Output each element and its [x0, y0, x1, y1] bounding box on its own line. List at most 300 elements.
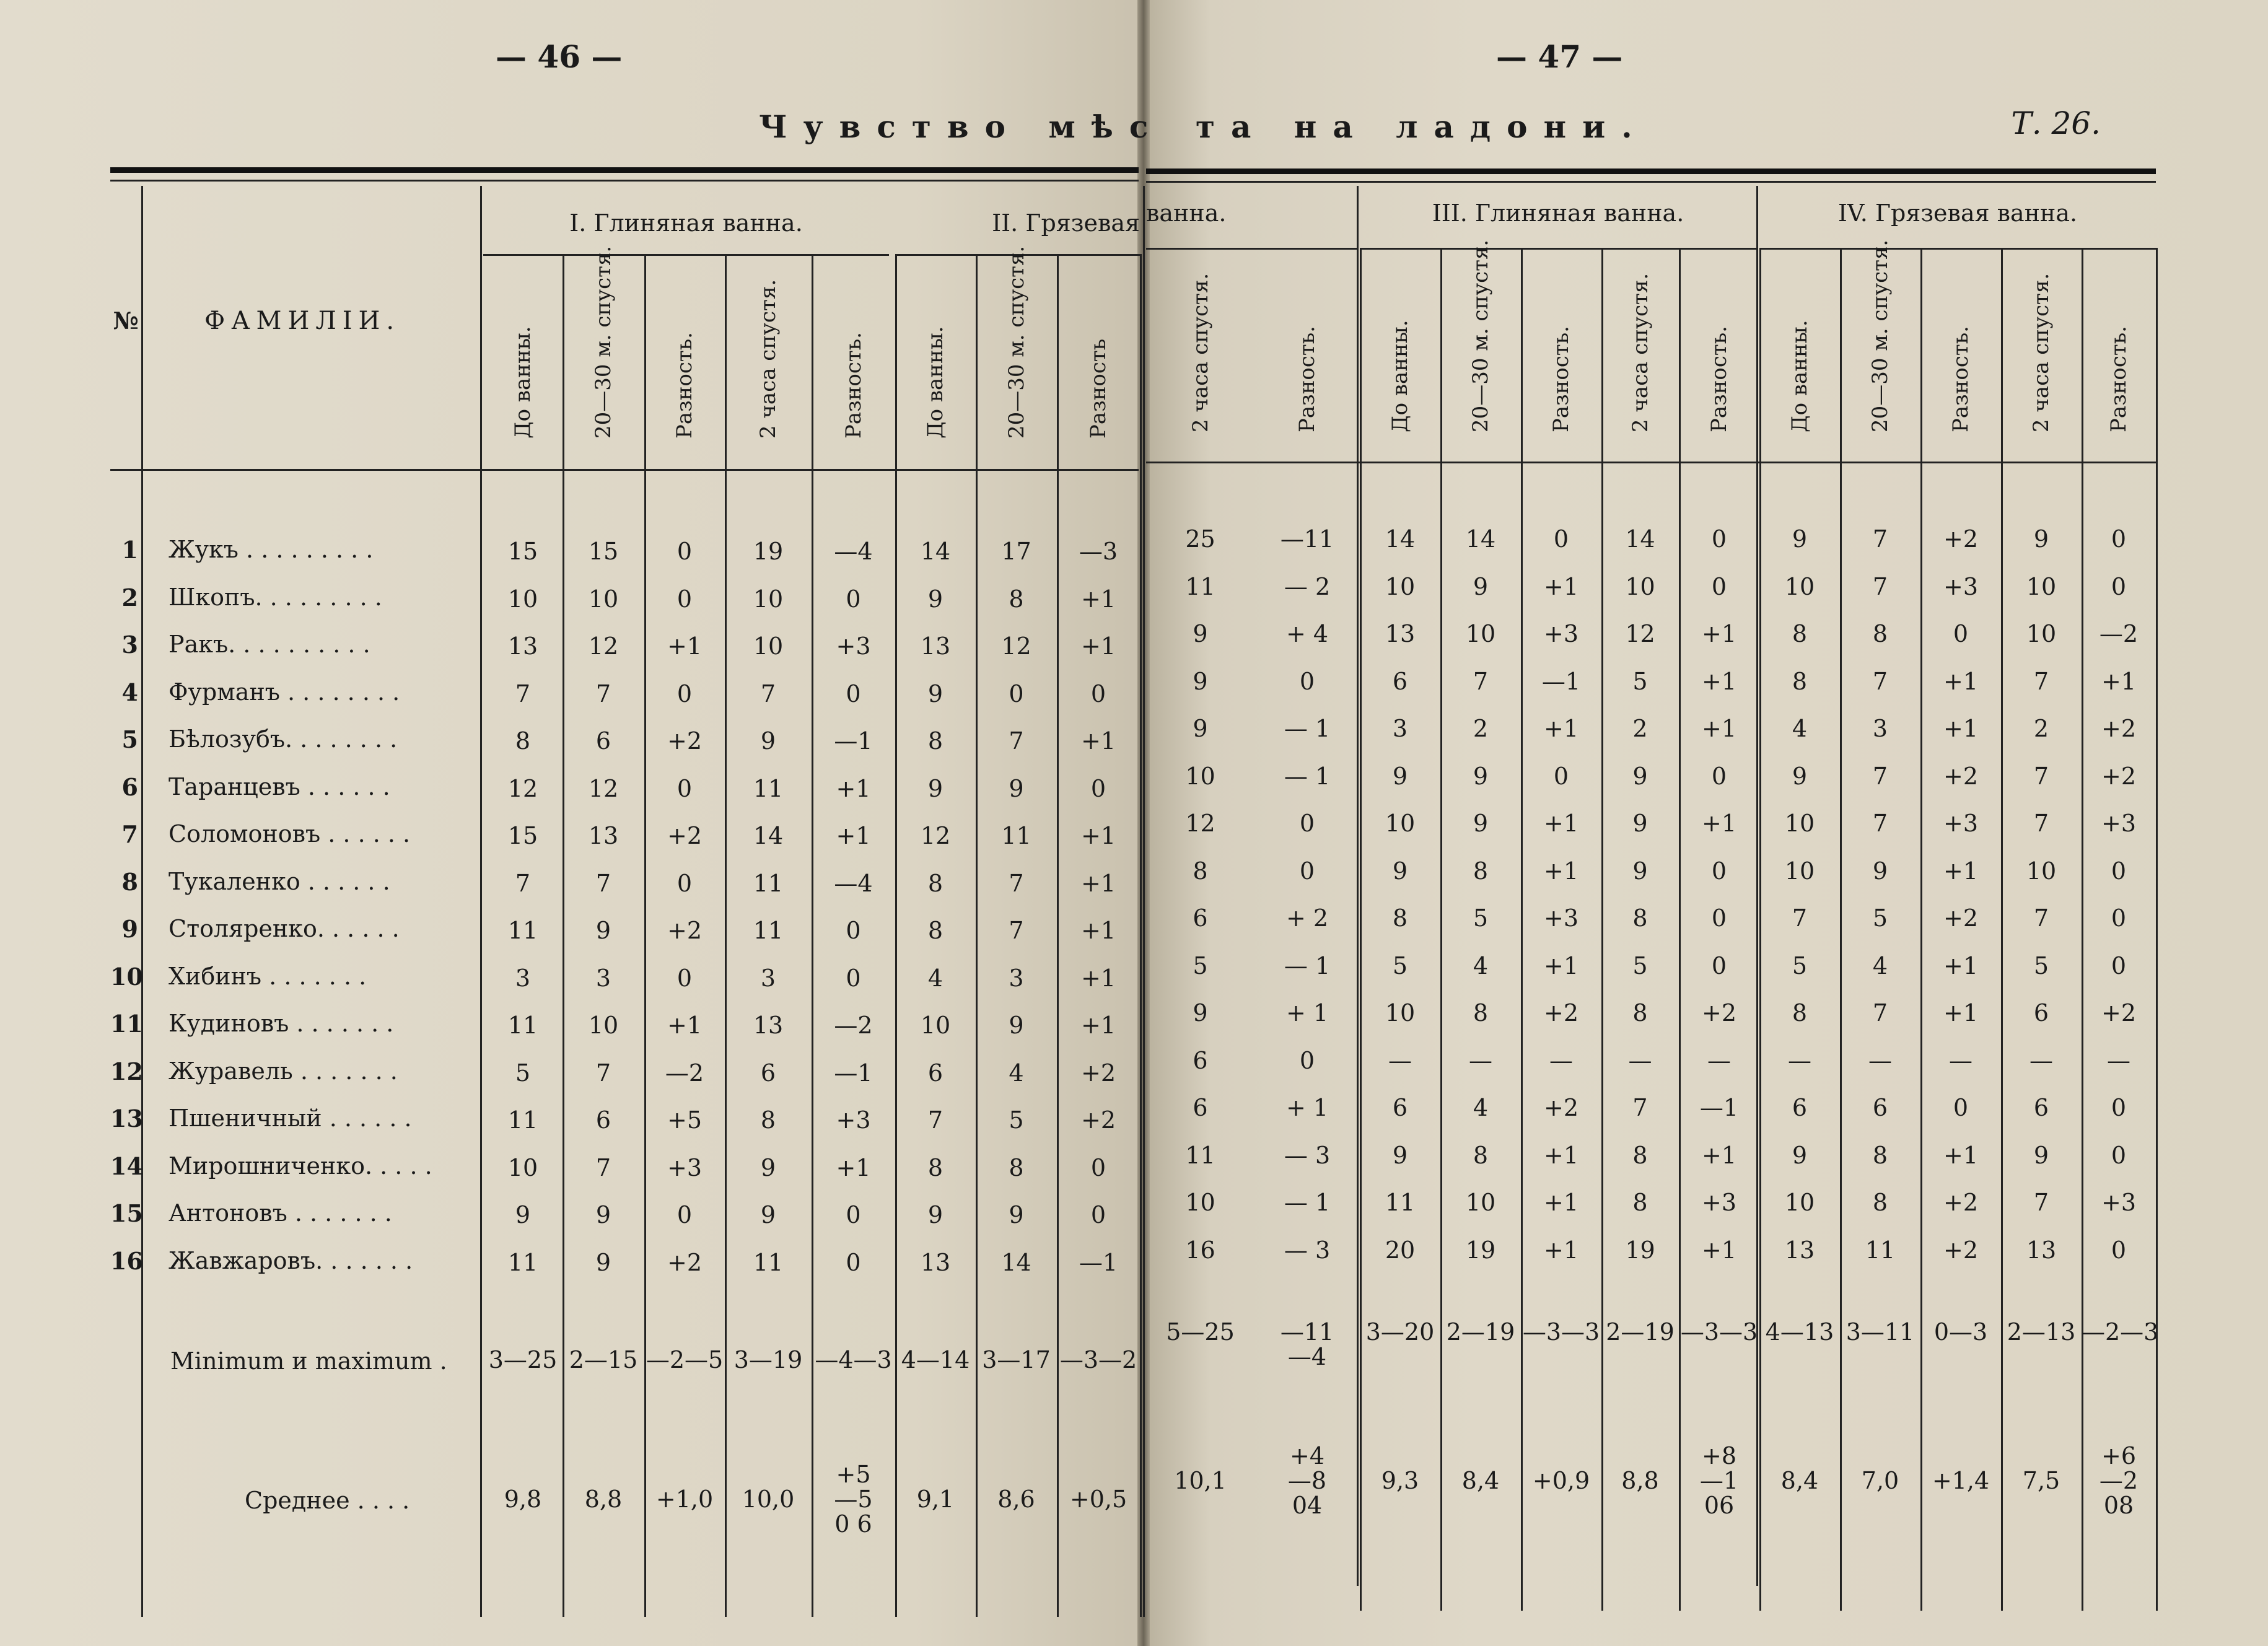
value-cell: +2: [1543, 999, 1579, 1027]
surname-cell: Журавель . . . . . . .: [169, 1057, 398, 1085]
value-cell: 11: [753, 917, 784, 944]
column-header-label: До ванны.: [1787, 320, 1812, 432]
row-number: 5: [121, 725, 138, 753]
value-cell: 0: [1553, 525, 1569, 553]
value-cell: +1: [1701, 620, 1737, 647]
value-cell: 13: [753, 1012, 784, 1039]
value-cell: 9: [1009, 1201, 1024, 1228]
value-cell: 17: [1001, 538, 1031, 565]
minmax-cell: 2—13: [2007, 1318, 2076, 1346]
value-cell: 6: [2033, 1094, 2049, 1121]
value-cell: — 1: [1284, 1189, 1331, 1216]
value-cell: 14: [1385, 525, 1416, 553]
value-cell: 14: [753, 822, 784, 849]
value-cell: 5: [1193, 952, 1208, 979]
value-cell: +3: [1943, 810, 1979, 837]
column-header: [1080, 259, 1117, 463]
value-cell: 9: [927, 774, 944, 802]
surname-cell: Хибинъ . . . . . . .: [169, 962, 367, 990]
value-cell: 0: [676, 538, 693, 565]
value-cell: —: [1388, 1046, 1412, 1074]
column-header: [1701, 253, 1738, 457]
minmax-cell: 2—19: [1606, 1318, 1675, 1346]
value-cell: 8: [1632, 999, 1648, 1027]
value-cell: 9: [760, 1201, 776, 1228]
value-cell: 9: [1193, 715, 1208, 742]
value-cell: +1: [1543, 1236, 1579, 1264]
average-cell: +4 —8 04: [1287, 1442, 1327, 1519]
left-page-number: — 46 —: [496, 38, 623, 75]
value-cell: 10: [588, 1012, 619, 1039]
col-rule: [1140, 254, 1142, 1617]
minmax-cell: —4—3: [815, 1346, 892, 1373]
value-cell: 7: [595, 1059, 611, 1087]
value-cell: 10: [2026, 572, 2057, 600]
value-cell: 0: [676, 585, 693, 613]
minmax-cell: 2—19: [1446, 1318, 1515, 1346]
minmax-cell: —3—3: [1522, 1318, 1600, 1346]
value-cell: — 2: [1284, 572, 1331, 600]
value-cell: +2: [667, 917, 703, 944]
value-cell: 8: [1392, 904, 1408, 932]
value-cell: +1: [1543, 810, 1579, 837]
value-cell: +3: [667, 1154, 703, 1181]
value-cell: 7: [760, 680, 776, 707]
value-cell: +2: [1701, 999, 1737, 1027]
value-cell: 11: [1185, 572, 1215, 600]
value-cell: 0: [1090, 774, 1106, 802]
row-number: 14: [110, 1152, 143, 1180]
group-rule-1: [483, 254, 889, 256]
value-cell: — 3: [1284, 1141, 1331, 1169]
column-header-label: 2 часа спустя.: [2029, 273, 2054, 432]
minmax-cell: 3—25: [488, 1346, 558, 1373]
value-cell: 12: [588, 774, 619, 802]
value-cell: 5: [1872, 904, 1888, 932]
average-cell: 8,8: [584, 1486, 623, 1513]
value-cell: 0: [1299, 857, 1315, 885]
value-cell: +1: [836, 822, 871, 849]
value-cell: 4: [1009, 1059, 1024, 1087]
value-cell: +2: [2101, 999, 2137, 1027]
value-cell: —: [1707, 1046, 1731, 1074]
value-cell: 0: [846, 1248, 861, 1276]
minmax-cell: 3—17: [982, 1346, 1051, 1373]
value-cell: 7: [927, 1106, 944, 1134]
value-cell: +1: [1080, 1012, 1116, 1039]
value-cell: + 1: [1285, 999, 1329, 1027]
value-cell: —4: [834, 869, 873, 897]
value-cell: 2: [2033, 715, 2049, 742]
col-rule: [2156, 248, 2158, 1611]
value-cell: 0: [2111, 1094, 2127, 1121]
value-cell: 7: [2033, 1189, 2049, 1216]
value-cell: +3: [836, 1106, 871, 1134]
value-cell: 7: [2033, 667, 2049, 695]
value-cell: 8: [1473, 999, 1489, 1027]
value-cell: 5: [1392, 952, 1408, 979]
value-cell: +1: [1701, 810, 1737, 837]
minmax-cell: 3—19: [733, 1346, 803, 1373]
value-cell: 3: [1392, 715, 1408, 742]
value-cell: 9: [1792, 525, 1808, 553]
surname-cell: Антоновъ . . . . . . .: [169, 1199, 392, 1227]
value-cell: 8: [1009, 585, 1024, 613]
value-cell: 8: [1009, 1154, 1024, 1181]
value-cell: +2: [667, 1248, 703, 1276]
value-cell: 14: [1625, 525, 1655, 553]
top-rule-left: [110, 167, 1139, 173]
value-cell: +1: [1543, 715, 1579, 742]
value-cell: 8: [1792, 667, 1808, 695]
value-cell: —4: [834, 538, 873, 565]
group-header-4: IV. Грязевая ванна.: [1837, 199, 2078, 227]
value-cell: 0: [2111, 952, 2127, 979]
average-cell: 8,6: [997, 1486, 1035, 1513]
value-cell: +3: [836, 633, 871, 660]
value-cell: 14: [1001, 1248, 1031, 1276]
value-cell: 11: [1865, 1236, 1896, 1264]
column-header: [998, 245, 1035, 463]
value-cell: 0: [846, 964, 861, 992]
value-cell: 9: [1392, 762, 1408, 790]
value-cell: 0: [2111, 572, 2127, 600]
value-cell: 3: [1009, 964, 1024, 992]
value-cell: 9: [1009, 774, 1024, 802]
value-cell: 0: [676, 1201, 693, 1228]
value-cell: 6: [595, 1106, 611, 1134]
average-cell: +1,4: [1932, 1467, 1990, 1494]
value-cell: 8: [927, 869, 944, 897]
value-cell: 11: [507, 1106, 538, 1134]
value-cell: 12: [920, 822, 951, 849]
column-header: [2100, 253, 2137, 457]
value-cell: 9: [1632, 762, 1648, 790]
value-cell: 6: [1392, 1094, 1408, 1121]
column-header: [1862, 239, 1899, 457]
value-cell: —3: [1079, 538, 1118, 565]
value-cell: 0: [1299, 1046, 1315, 1074]
value-cell: 10: [1185, 1189, 1215, 1216]
value-cell: 4: [1473, 1094, 1489, 1121]
minmax-cell: 5—25: [1166, 1318, 1235, 1346]
value-cell: 0: [1711, 762, 1727, 790]
value-cell: 12: [507, 774, 538, 802]
surname-cell: Жавжаровъ. . . . . . .: [169, 1246, 413, 1274]
value-cell: 9: [2033, 1141, 2049, 1169]
value-cell: 7: [595, 1154, 611, 1181]
surname-cell: Фурманъ . . . . . . . .: [169, 678, 400, 706]
value-cell: 0: [2111, 904, 2127, 932]
surname-cell: Жукъ . . . . . . . . .: [169, 536, 374, 563]
value-cell: 13: [1784, 1236, 1815, 1264]
value-cell: 6: [1193, 1046, 1208, 1074]
value-cell: —2: [2099, 620, 2139, 647]
value-cell: — 3: [1284, 1236, 1331, 1264]
value-cell: +3: [2101, 810, 2137, 837]
minmax-cell: —11 —4: [1280, 1318, 1334, 1370]
value-cell: 11: [1385, 1189, 1416, 1216]
value-cell: 6: [595, 727, 611, 755]
value-cell: 19: [1465, 1236, 1496, 1264]
value-cell: 8: [1473, 857, 1489, 885]
value-cell: +1: [1943, 857, 1979, 885]
value-cell: —2: [834, 1012, 873, 1039]
average-cell: 8,8: [1621, 1467, 1659, 1494]
value-cell: 2: [1473, 715, 1489, 742]
value-cell: 13: [507, 633, 538, 660]
value-cell: +3: [1701, 1189, 1737, 1216]
average-cell: +5 —5 0 6: [834, 1461, 873, 1538]
value-cell: 4: [1792, 715, 1808, 742]
value-cell: +1: [1701, 1236, 1737, 1264]
value-cell: —1: [834, 727, 873, 755]
value-cell: 10: [1465, 1189, 1496, 1216]
value-cell: 10: [1784, 857, 1815, 885]
value-cell: 0: [846, 917, 861, 944]
value-cell: 0: [1009, 680, 1024, 707]
top-rule-right: [1146, 169, 2156, 174]
value-cell: +2: [1943, 1189, 1979, 1216]
value-cell: +1: [1943, 952, 1979, 979]
value-cell: —1: [834, 1059, 873, 1087]
minmax-cell: —2—3: [2082, 1318, 2159, 1346]
value-cell: 0: [1090, 1154, 1106, 1181]
value-cell: 10: [1385, 810, 1416, 837]
column-header-label: Разность.: [672, 332, 697, 439]
value-cell: 9: [927, 680, 944, 707]
table-id: Т. 26.: [2011, 105, 2101, 141]
group-header-2-cont: ванна.: [1146, 199, 1227, 227]
value-cell: 7: [1872, 762, 1888, 790]
column-header-label: Разность: [1086, 338, 1111, 439]
value-cell: 8: [1632, 1189, 1648, 1216]
value-cell: — 1: [1284, 715, 1331, 742]
row-number: 9: [121, 915, 138, 943]
value-cell: 15: [507, 538, 538, 565]
value-cell: 6: [1392, 667, 1408, 695]
minmax-cell: 2—15: [569, 1346, 638, 1373]
value-cell: 9: [1392, 1141, 1408, 1169]
value-cell: 0: [2111, 525, 2127, 553]
row-number: 2: [121, 583, 138, 611]
value-cell: 9: [595, 1248, 611, 1276]
value-cell: 7: [1632, 1094, 1648, 1121]
column-header-label: 20—30 м. спустя.: [1868, 239, 1893, 432]
surname-cell: Столяренко. . . . . .: [169, 915, 400, 942]
surname-cell: Соломоновъ . . . . . .: [169, 820, 411, 847]
value-cell: 8: [515, 727, 531, 755]
value-cell: 7: [595, 680, 611, 707]
average-cell: 9,8: [504, 1486, 542, 1513]
value-cell: 7: [595, 869, 611, 897]
value-cell: +3: [1543, 904, 1579, 932]
column-header-label: 2 часа спустя.: [1188, 273, 1213, 432]
value-cell: 9: [1473, 810, 1489, 837]
top-rule-right-thin: [1146, 181, 2156, 183]
value-cell: +1: [1080, 727, 1116, 755]
column-header: [2023, 253, 2060, 457]
surname-cell: Шкопъ. . . . . . . . .: [169, 583, 382, 611]
value-cell: + 2: [1285, 904, 1329, 932]
value-cell: +2: [1943, 904, 1979, 932]
average-cell: +0,5: [1069, 1486, 1127, 1513]
value-cell: 0: [846, 1201, 861, 1228]
value-cell: 6: [1872, 1094, 1888, 1121]
group-rule-4: [1759, 248, 2156, 250]
value-cell: 8: [1872, 1189, 1888, 1216]
col-rule-number: [141, 186, 143, 1617]
value-cell: 7: [1473, 667, 1489, 695]
value-cell: —: [1949, 1046, 1972, 1074]
column-header-label: 2 часа спустя.: [756, 279, 781, 439]
value-cell: +1: [1943, 1141, 1979, 1169]
value-cell: 6: [927, 1059, 944, 1087]
value-cell: +1: [1080, 964, 1116, 992]
value-cell: 10: [920, 1012, 951, 1039]
value-cell: 9: [1473, 762, 1489, 790]
value-cell: 6: [760, 1059, 776, 1087]
row-number: 13: [110, 1105, 143, 1132]
value-cell: 15: [507, 822, 538, 849]
value-cell: 0: [676, 964, 693, 992]
value-cell: +1: [1080, 869, 1116, 897]
row-number: 15: [110, 1199, 143, 1227]
value-cell: 6: [2033, 999, 2049, 1027]
average-cell: +1,0: [655, 1486, 714, 1513]
value-cell: 0: [676, 774, 693, 802]
value-cell: 0: [1090, 1201, 1106, 1228]
value-cell: 9: [515, 1201, 531, 1228]
value-cell: 0: [676, 869, 693, 897]
value-cell: 8: [760, 1106, 776, 1134]
value-cell: 10: [1784, 572, 1815, 600]
value-cell: 4: [927, 964, 944, 992]
average-cell: 9,3: [1381, 1467, 1419, 1494]
value-cell: 2: [1632, 715, 1648, 742]
value-cell: 8: [1193, 857, 1208, 885]
value-cell: 7: [2033, 904, 2049, 932]
average-cell: 10,1: [1174, 1467, 1227, 1494]
value-cell: 11: [753, 774, 784, 802]
value-cell: —: [2107, 1046, 2130, 1074]
value-cell: 19: [1625, 1236, 1655, 1264]
average-cell: 7,0: [1861, 1467, 1899, 1494]
value-cell: 0: [1711, 857, 1727, 885]
value-cell: 0: [1299, 810, 1315, 837]
group-header-3: III. Глиняная ванна.: [1432, 199, 1684, 227]
value-cell: +1: [1543, 1141, 1579, 1169]
average-label: Среднее . . . .: [245, 1487, 410, 1514]
row-number: 11: [110, 1010, 143, 1038]
value-cell: 8: [927, 727, 944, 755]
value-cell: 5: [1473, 904, 1489, 932]
value-cell: —: [1628, 1046, 1652, 1074]
value-cell: +1: [1701, 667, 1737, 695]
value-cell: —: [1868, 1046, 1892, 1074]
value-cell: 8: [1632, 904, 1648, 932]
value-cell: 7: [1009, 917, 1024, 944]
value-cell: 10: [753, 585, 784, 613]
value-cell: —1: [1079, 1248, 1118, 1276]
value-cell: +2: [1080, 1106, 1116, 1134]
value-cell: +2: [1543, 1094, 1579, 1121]
column-header-label: 20—30 м. спустя.: [1468, 239, 1493, 432]
value-cell: 11: [507, 917, 538, 944]
value-cell: 20: [1385, 1236, 1416, 1264]
value-cell: 9: [1792, 762, 1808, 790]
value-cell: +1: [1543, 572, 1579, 600]
minmax-cell: 4—14: [901, 1346, 970, 1373]
value-cell: 9: [927, 1201, 944, 1228]
column-header: [585, 245, 622, 463]
surname-cell: Пшеничный . . . . . .: [169, 1105, 412, 1132]
minmax-cell: 3—11: [1845, 1318, 1915, 1346]
value-cell: 9: [1473, 572, 1489, 600]
row-number: 7: [121, 820, 138, 848]
value-cell: 6: [1193, 904, 1208, 932]
value-cell: 10: [1385, 572, 1416, 600]
value-cell: 11: [507, 1012, 538, 1039]
value-cell: +1: [1701, 1141, 1737, 1169]
value-cell: 8: [1473, 1141, 1489, 1169]
value-cell: 19: [753, 538, 784, 565]
value-cell: +1: [836, 774, 871, 802]
value-cell: 9: [1193, 620, 1208, 647]
column-header-label: До ванны.: [510, 326, 535, 439]
row-number: 8: [121, 867, 138, 896]
value-cell: 4: [1473, 952, 1489, 979]
value-cell: 9: [595, 1201, 611, 1228]
group-rule-3: [1360, 248, 1756, 250]
value-cell: 9: [2033, 525, 2049, 553]
value-cell: 14: [920, 538, 951, 565]
column-header: [666, 259, 703, 463]
value-cell: 12: [1001, 633, 1031, 660]
row-number: 12: [110, 1057, 143, 1085]
value-cell: 0: [2111, 857, 2127, 885]
header-rule-right: [1146, 462, 2156, 463]
minmax-cell: —2—5: [646, 1346, 724, 1373]
value-cell: +1: [1543, 857, 1579, 885]
value-cell: 10: [507, 1154, 538, 1181]
average-cell: 7,5: [2022, 1467, 2060, 1494]
row-number: 16: [110, 1246, 143, 1275]
value-cell: 11: [753, 1248, 784, 1276]
header-rule-left: [110, 469, 1139, 471]
value-cell: 0: [2111, 1141, 2127, 1169]
surname-cell: Мирошниченко. . . . .: [169, 1152, 432, 1180]
value-cell: 10: [1784, 810, 1815, 837]
value-cell: 5: [2033, 952, 2049, 979]
value-cell: 3: [1872, 715, 1888, 742]
value-cell: 10: [1385, 999, 1416, 1027]
value-cell: 6: [1193, 1094, 1208, 1121]
value-cell: +5: [667, 1106, 703, 1134]
value-cell: — 1: [1284, 762, 1331, 790]
row-number: 4: [121, 678, 138, 706]
value-cell: —2: [665, 1059, 704, 1087]
value-cell: +3: [2101, 1189, 2137, 1216]
value-cell: +1: [1080, 822, 1116, 849]
value-cell: 9: [1792, 1141, 1808, 1169]
value-cell: 8: [927, 917, 944, 944]
value-cell: —: [1469, 1046, 1492, 1074]
average-cell: 10,0: [742, 1486, 795, 1513]
surname-cell: Тукаленко . . . . . .: [169, 867, 390, 895]
column-header: [504, 259, 541, 463]
value-cell: + 4: [1285, 620, 1329, 647]
